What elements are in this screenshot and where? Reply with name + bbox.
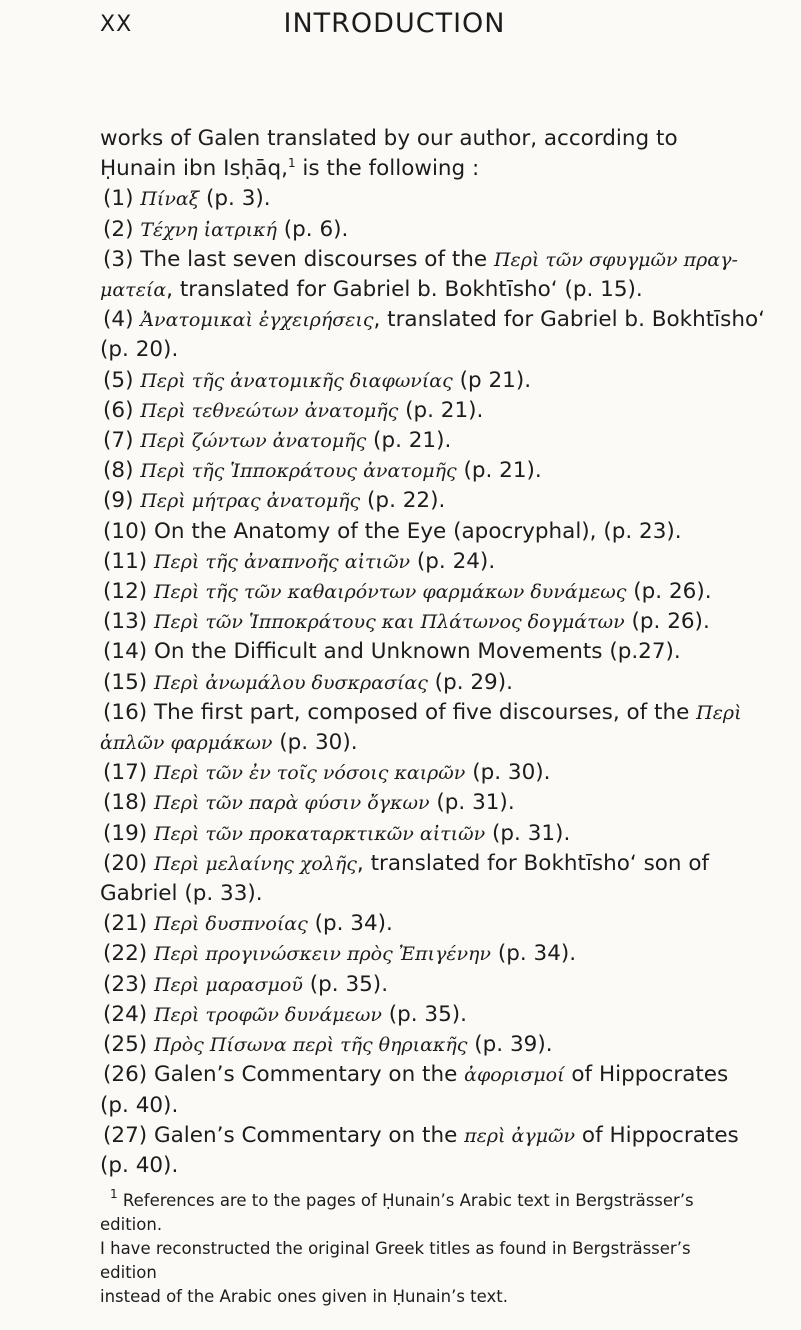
item-text: (p. 40).	[100, 1092, 179, 1118]
item-text: (p. 40).	[100, 1152, 179, 1178]
item-number: (23)	[103, 971, 148, 997]
item-number: (8)	[103, 458, 134, 484]
greek-title: Περὶ μήτρας ἀνατομῆς	[140, 490, 361, 513]
item-text: (p. 21).	[398, 397, 484, 423]
list-item	[100, 245, 738, 275]
list-item	[100, 728, 719, 758]
item-text: (p. 30).	[465, 760, 551, 786]
list-item	[100, 184, 719, 214]
footnote-line	[100, 1237, 719, 1285]
list-item	[100, 577, 719, 607]
list-item	[100, 849, 719, 879]
list-item	[100, 939, 719, 969]
item-number: (18)	[103, 790, 148, 816]
item-text: On the Difficult and Unknown Movements (p.27).	[147, 639, 681, 665]
item-number: (25)	[103, 1032, 148, 1058]
item-number: (12)	[103, 579, 148, 605]
item-text: (p 21).	[452, 367, 532, 393]
greek-title: Περὶ προγινώσκειν πρὸς Ἐπιγένην	[153, 943, 491, 966]
item-text: (p. 30).	[272, 730, 358, 756]
footnote-text: References are to the pages of Ḥunain’s Arabic text in Bergsträsser’s edition.	[100, 1191, 694, 1235]
item-text: (p. 35).	[381, 1001, 467, 1027]
item-text: (p. 22).	[360, 488, 446, 514]
greek-title: Πίναξ	[140, 188, 200, 211]
page-number: XX	[100, 12, 133, 37]
greek-title: ἀφορισμοί	[464, 1064, 565, 1087]
greek-title: Περὶ τῆς Ἱπποκράτους ἀνατομῆς	[140, 460, 457, 483]
list-item	[100, 547, 719, 577]
list-item	[100, 366, 719, 396]
greek-title: Περὶ μελαίνης χολῆς	[153, 852, 357, 875]
list-item	[100, 396, 719, 426]
item-text: (p. 20).	[100, 337, 179, 363]
item-text: (p. 34).	[490, 941, 577, 967]
list-item	[100, 637, 719, 667]
item-number: (20)	[103, 850, 148, 876]
greek-title: ματεία	[100, 279, 167, 302]
greek-title: Περὶ τεθνεώτων ἀνατομῆς	[140, 399, 399, 422]
greek-title: Περὶ μαρασμοῦ	[153, 973, 303, 996]
item-text: Galen’s Commentary on the	[147, 1122, 465, 1148]
list-item	[100, 819, 719, 849]
item-text: , translated for Gabriel b. Bokhtīsho‘	[373, 307, 765, 333]
list-item	[100, 1060, 729, 1090]
list-item	[100, 788, 719, 818]
greek-title: Περὶ τῶν παρὰ φύσιν ὄγκων	[153, 792, 430, 815]
item-number: (5)	[103, 367, 134, 393]
item-text: of Hippocrates	[575, 1122, 739, 1148]
list-item	[100, 1121, 739, 1151]
greek-title: Ἀνατομικαὶ ἐγχειρήσεις	[140, 309, 374, 332]
footnote-ref: 1	[287, 156, 296, 171]
item-text: (p. 26).	[624, 609, 710, 635]
intro-text: works of Galen translated by our author, according to Ḥunain ibn Isḥāq,	[100, 126, 678, 182]
item-text: of Hippocrates	[564, 1062, 729, 1088]
intro-text-end: is the following :	[295, 156, 480, 182]
list-item	[100, 275, 719, 305]
item-text: (p. 31).	[485, 820, 571, 846]
greek-title: Περὶ τῶν Ἱπποκράτους και Πλάτωνος δογμάτων	[153, 611, 625, 634]
item-number: (26)	[103, 1062, 148, 1088]
item-number: (17)	[103, 760, 148, 786]
list-item	[100, 879, 719, 909]
item-text: (p. 21).	[456, 458, 542, 484]
greek-title: Τέχνη ἰατρική	[140, 218, 277, 241]
greek-title: περὶ ἀγμῶν	[464, 1124, 576, 1147]
list-item	[100, 758, 719, 788]
item-number: (11)	[103, 548, 148, 574]
footnote-marker: 1	[110, 1187, 118, 1202]
list-item	[100, 970, 719, 1000]
greek-title: Περὶ τῶν σφυγμῶν πραγ-	[493, 248, 738, 271]
item-number: (24)	[103, 1001, 148, 1027]
list-item	[100, 607, 719, 637]
list-item	[100, 517, 719, 547]
greek-title: Περὶ τῆς ἀνατομικῆς διαφωνίας	[140, 369, 453, 392]
item-text: The first part, composed of five discourses, of the	[147, 699, 697, 725]
work-list	[100, 184, 765, 1181]
list-item	[100, 909, 719, 939]
list-item	[100, 1091, 719, 1121]
list-item	[100, 426, 719, 456]
item-text: , translated for Gabriel b. Bokhtīsho‘ (p. 15).	[166, 277, 643, 303]
item-number: (15)	[103, 669, 148, 695]
item-number: (16)	[103, 699, 148, 725]
item-number: (1)	[103, 186, 134, 212]
item-number: (6)	[103, 397, 134, 423]
list-item	[100, 335, 719, 365]
running-title: INTRODUCTION	[283, 8, 506, 39]
body-text	[100, 124, 765, 1181]
list-item	[100, 305, 765, 335]
greek-title: Περὶ τῶν ἐν τοῖς νόσοις καιρῶν	[153, 762, 466, 785]
item-number: (4)	[103, 307, 134, 333]
greek-title: ἁπλῶν φαρμάκων	[100, 732, 273, 755]
list-item	[100, 486, 719, 516]
item-text: (p. 3).	[199, 186, 271, 212]
item-number: (2)	[103, 216, 134, 242]
list-item	[100, 215, 719, 245]
list-item	[100, 456, 719, 486]
list-item	[100, 1151, 719, 1181]
greek-title: Περὶ ἀνωμάλου δυσκρασίας	[153, 671, 428, 694]
item-number: (22)	[103, 941, 148, 967]
footnote-text: I have reconstructed the original Greek titles as found in Bergsträsser’s edition	[100, 1239, 691, 1283]
item-text: (p. 35).	[302, 971, 389, 997]
item-number: (21)	[103, 911, 148, 937]
item-number: (27)	[103, 1122, 148, 1148]
item-number: (9)	[103, 488, 134, 514]
item-number: (13)	[103, 609, 148, 635]
list-item	[100, 668, 719, 698]
greek-title: Περὶ ζώντων ἀνατομῆς	[140, 430, 367, 453]
item-number: (10)	[103, 518, 148, 544]
item-text: (p. 34).	[307, 911, 393, 937]
greek-title: Περὶ τῆς ἀναπνοῆς αἰτιῶν	[153, 550, 411, 573]
item-text: (p. 24).	[410, 548, 496, 574]
item-text: (p. 31).	[429, 790, 515, 816]
footnote-line	[100, 1189, 719, 1237]
greek-title: Περὶ τῶν προκαταρκτικῶν αἰτιῶν	[153, 822, 486, 845]
item-number: (3)	[103, 246, 134, 272]
greek-title: Περὶ δυσπνοίας	[153, 913, 308, 936]
item-text: (p. 6).	[276, 216, 349, 242]
item-number: (14)	[103, 639, 148, 665]
item-text: Gabriel (p. 33).	[100, 881, 263, 907]
greek-title: Περὶ τῆς τῶν καθαιρόντων φαρμάκων δυνάμεως	[153, 581, 627, 604]
list-item	[100, 1030, 719, 1060]
list-item	[100, 1000, 719, 1030]
item-text: The last seven discourses of the	[133, 246, 494, 272]
item-number: (19)	[103, 820, 148, 846]
intro-paragraph	[100, 124, 719, 184]
footnote-text: instead of the Arabic ones given in Ḥunain’s text.	[100, 1287, 508, 1307]
list-item	[100, 698, 742, 728]
item-text: (p. 21).	[366, 428, 452, 454]
item-number: (7)	[103, 428, 134, 454]
item-text: (p. 26).	[626, 579, 712, 605]
greek-title: Πρὸς Πίσωνα περὶ τῆς θηριακῆς	[153, 1034, 468, 1057]
item-text: Galen’s Commentary on the	[147, 1062, 465, 1088]
greek-title: Περὶ τροφῶν δυνάμεων	[153, 1003, 382, 1026]
item-text: (p. 39).	[467, 1032, 553, 1058]
greek-title: Περὶ	[696, 701, 742, 724]
item-text: (p. 29).	[427, 669, 513, 695]
page-header	[100, 0, 719, 66]
item-text: , translated for Bokhtīsho‘ son of	[356, 850, 710, 876]
item-text: On the Anatomy of the Eye (apocryphal), (p. 23).	[147, 518, 682, 544]
footnote-line	[100, 1285, 719, 1309]
footnote	[100, 1189, 719, 1309]
